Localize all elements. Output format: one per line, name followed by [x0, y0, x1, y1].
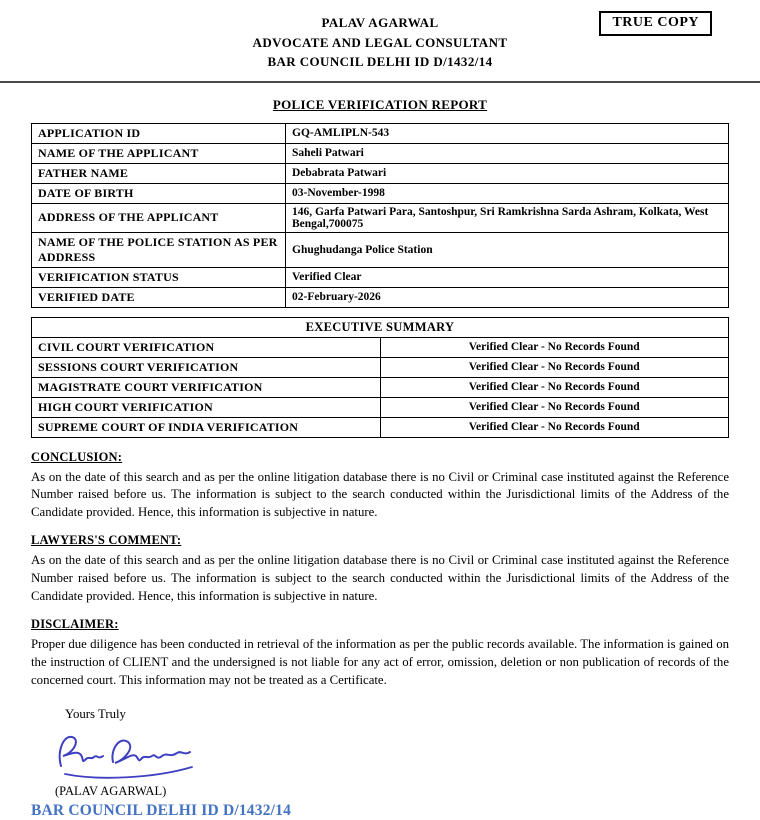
row-value: 146, Garfa Patwari Para, Santoshpur, Sri Ramkrishna Sarda Ashram, Kolkata, West Bengal,700075 — [286, 203, 729, 232]
lawyers-comment-text: As on the date of this search and as per the online litigation database there is no Civil or Criminal case instituted against the Reference Number raised before us. The information is subject to the search conducted within the Jurisdictional limits of the Address of the Candidate provided. Hence, this information is subjective in nature. — [31, 552, 729, 605]
table-row — [32, 267, 729, 287]
row-value: Verified Clear — [286, 267, 729, 287]
row-label: FATHER NAME — [32, 163, 286, 183]
table-row — [32, 417, 729, 437]
row-value: Verified Clear - No Records Found — [380, 397, 729, 417]
advocate-designation: ADVOCATE AND LEGAL CONSULTANT — [0, 33, 760, 53]
row-label: ADDRESS OF THE APPLICANT — [32, 203, 286, 232]
table-row — [32, 183, 729, 203]
row-value: Debabrata Patwari — [286, 163, 729, 183]
table-row — [32, 203, 729, 232]
lawyers-comment-section — [31, 533, 729, 605]
row-label: DATE OF BIRTH — [32, 183, 286, 203]
table-row — [32, 287, 729, 307]
conclusion-section — [31, 450, 729, 522]
handwritten-signature-ink — [47, 726, 217, 784]
closing-salutation: Yours Truly — [65, 707, 729, 722]
row-label: CIVIL COURT VERIFICATION — [32, 337, 381, 357]
row-label: VERIFICATION STATUS — [32, 267, 286, 287]
row-label: MAGISTRATE COURT VERIFICATION — [32, 377, 381, 397]
disclaimer-heading: DISCLAIMER: — [31, 617, 729, 632]
row-label: NAME OF THE POLICE STATION AS PER ADDRESS — [32, 232, 286, 267]
signature-stroke-1 — [60, 737, 103, 766]
advocate-name: PALAV AGARWAL — [0, 13, 760, 33]
executive-summary-title: EXECUTIVE SUMMARY — [32, 317, 729, 337]
table-row — [32, 123, 729, 143]
row-label: SESSIONS COURT VERIFICATION — [32, 357, 381, 377]
table-row — [32, 163, 729, 183]
row-value: Verified Clear - No Records Found — [380, 337, 729, 357]
row-value: 02-February-2026 — [286, 287, 729, 307]
table-row — [32, 357, 729, 377]
row-label: APPLICATION ID — [32, 123, 286, 143]
row-label: SUPREME COURT OF INDIA VERIFICATION — [32, 417, 381, 437]
advocate-bar-id: BAR COUNCIL DELHI ID D/1432/14 — [0, 52, 760, 72]
disclaimer-text: Proper due diligence has been conducted in retrieval of the information as per the public records available. The information is gained on the instruction of CLIENT and the undersigned is not liable for any act of error, omission, deletion or non publication of records of the concerned court. This information may not be treated as a Certificate. — [31, 636, 729, 689]
report-title: POLICE VERIFICATION REPORT — [273, 97, 487, 112]
row-label: NAME OF THE APPLICANT — [32, 143, 286, 163]
document-body — [0, 96, 760, 820]
row-value: Verified Clear - No Records Found — [380, 357, 729, 377]
signatory-name: (PALAV AGARWAL) — [55, 784, 729, 799]
signatory-bar-id: BAR COUNCIL DELHI ID D/1432/14 — [31, 802, 729, 820]
executive-summary-table — [31, 317, 729, 438]
table-row — [32, 232, 729, 267]
conclusion-heading: CONCLUSION: — [31, 450, 729, 465]
signature-flourish — [65, 767, 192, 778]
row-label: HIGH COURT VERIFICATION — [32, 397, 381, 417]
signature-stroke-2 — [112, 741, 190, 764]
table-header-row — [32, 317, 729, 337]
signature-block — [47, 726, 729, 784]
table-row — [32, 143, 729, 163]
row-value: 03-November-1998 — [286, 183, 729, 203]
disclaimer-section — [31, 617, 729, 689]
table-row — [32, 377, 729, 397]
table-row — [32, 337, 729, 357]
header-divider — [0, 81, 760, 83]
row-value: Ghughudanga Police Station — [286, 232, 729, 267]
lawyers-comment-heading: LAWYERS'S COMMENT: — [31, 533, 729, 548]
table-row — [32, 397, 729, 417]
row-value: Verified Clear - No Records Found — [380, 377, 729, 397]
row-label: VERIFIED DATE — [32, 287, 286, 307]
row-value: GQ-AMLIPLN-543 — [286, 123, 729, 143]
row-value: Saheli Patwari — [286, 143, 729, 163]
applicant-details-table — [31, 123, 729, 308]
true-copy-stamp: TRUE COPY — [599, 11, 712, 36]
row-value: Verified Clear - No Records Found — [380, 417, 729, 437]
conclusion-text: As on the date of this search and as per the online litigation database there is no Civil or Criminal case instituted against the Reference Number raised before us. The information is subject to the search conducted within the Jurisdictional limits of the Address of the Candidate provided. Hence, this information is subjective in nature. — [31, 469, 729, 522]
